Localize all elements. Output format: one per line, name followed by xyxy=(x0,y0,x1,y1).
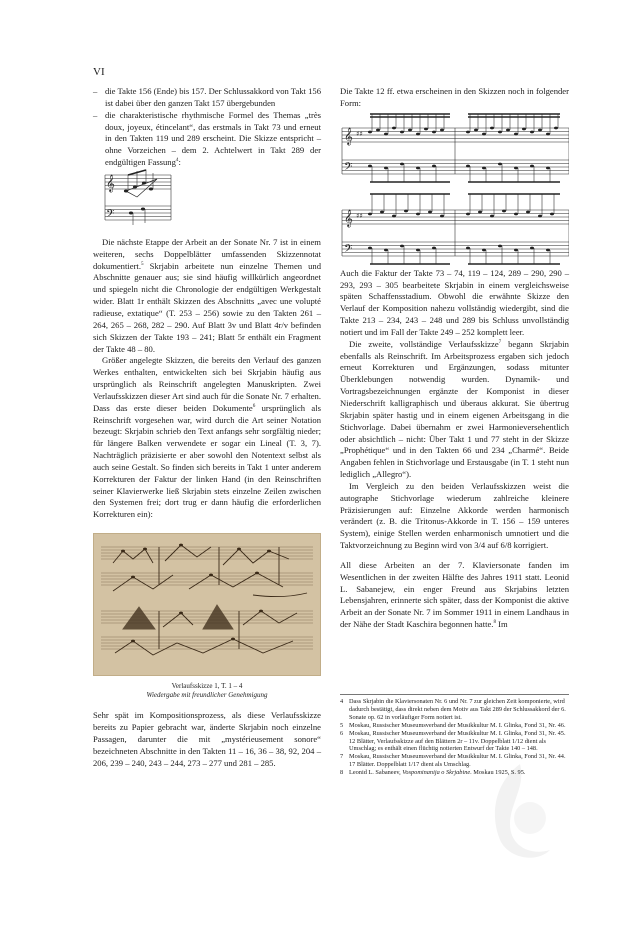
bullet-list xyxy=(93,86,321,169)
bullet-item: – die charakteristische rhythmische Formel des Themas „très doux, joyeux, étincelant“, das erstmals in Takt 73 und erneut in den Takten 119 und 289 erscheint. Die Skizze entspricht – ohne Vorzeichen – dem 2. Achtelwert in Takt 289 der endgültigen Fassung$^4$: xyxy=(93,110,321,169)
paragraph: Sehr spät im Kompositionsprozess, als diese Verlaufsskizze bereits zu Papier gebracht war, änderte Skrjabin noch einzelne Passagen, darunter die mit „mystérieusement sonore“ bezeichneten Abschnitte in den Takten 11 – 16, 36 – 38, 92, 204 – 206, 239 – 240, 243 – 244, 273 – 277 und 281 – 285. xyxy=(93,710,321,768)
svg-text:𝄢: 𝄢 xyxy=(344,160,353,176)
svg-text:𝄢: 𝄢 xyxy=(344,242,353,258)
svg-text:♯♯: ♯♯ xyxy=(356,129,363,138)
page-number: VI xyxy=(93,66,105,78)
footnote: 6 Moskau, Russischer Museumsverband der Musikkultur M. I. Glinka, Fond 31, Nr. 45. 12 Blätter, Verlaufsskizze auf den Blättern 2r – 11v. Doppelblatt 1/12 dient als Umschlag; es enthält einen flüchtig notierten Entwurf der Takte 140 – 148. xyxy=(340,729,566,753)
svg-text:𝄞: 𝄞 xyxy=(106,173,115,192)
paragraph: Die nächste Etappe der Arbeit an der Sonate Nr. 7 ist in einem weiteren, sechs Doppelblätter umfassenden Skizzennotat dokumentiert.$^5$ Skrjabin arbeitete nun einzelne Themen und Abschnitte genauer aus; sie sind häufig willkürlich angeordnet und spiegeln nicht die Chronologie der endgültigen Werkgestalt wider. Blatt 1r enthält Skizzen des Abschnitts „avec une volupté radieuse, extatique“ (T. 253 – 256) sowie zu den Takten 261 – 264, 265 – 268, 282 – 290. Auf Blatt 3v und Blatt 4r/v befinden sich Skizzen der Takte 193 – 241; Blatt 5r enthält ein Fragment der Takte 48 – 80. xyxy=(93,236,321,354)
paragraph: Auch die Faktur der Takte 73 – 74, 119 – 124, 289 – 290, 290 – 293, 293 – 305 bearbeitete Skrjabin in einem vergleichsweise späten Schaffensstadium. Obwohl die erwähnte Skizze den Verlauf der Komposition nahezu vollständig wiedergibt, sind die Takte 213 – 234, 243 – 248 und 289 bis Schluss unvollständig notiert und im Fall der Takte 249 – 252 komplett leer. xyxy=(340,267,569,337)
time-signature: 3/4 xyxy=(474,540,486,551)
figure-caption xyxy=(93,682,321,700)
svg-text:𝄞: 𝄞 xyxy=(344,208,353,227)
footnote: 4 Dass Skrjabin die Klaviersonaten Nr. 6 und Nr. 7 zur gleichen Zeit komponierte, wird dadurch bestätigt, dass direkt neben dem Motiv aus Takt 289 der Schlussakkord der 6. Sonate op. 62 in vorläufiger Form notiert ist. xyxy=(340,698,566,721)
left-column xyxy=(93,86,321,769)
right-column xyxy=(340,86,569,631)
time-signature: 6/8 xyxy=(500,540,512,551)
bullet-item: – die Takte 156 (Ende) bis 157. Der Schlussakkord von Takt 156 ist dabei über den ganzen Takt 157 übergebunden xyxy=(93,86,321,110)
footnote: 5 Moskau, Russischer Museumsverband der Musikkultur M. I. Glinka, Fond 31, Nr. 46. xyxy=(340,721,566,729)
svg-text:♯♯: ♯♯ xyxy=(356,211,363,220)
paragraph: Größer angelegte Skizzen, die bereits den Verlauf des ganzen Werkes enthalten, entwickelten sich bei Skrjabin häufig aus ursprünglich als Reinschrift angelegten Manuskripten. Zwei Verlaufsskizzen dieser Art sind auch für die Sonate Nr. 7 erhalten. Dass das erste dieser beiden Dokumente$^6$ ursprünglich als Reinschrift vorgesehen war, wird durch die Art seiner Notation bezeugt: Skrjabin schrieb den Text anfangs sehr sorgfältig nieder; für längere Balken verwendete er sogar ein Lineal (T. 3, 7). Nachträglich präzisierte er aber sowohl den Notentext selbst als auch seine Gestalt. So finden sich bereits in Takt 1 unter anderem Korrekturen der Faktur der linken Hand (in den Reinschriften seiner Klavierwerke ließ Skrjabin stets einzelne Zeilen zwischen den Systemen frei; dort trug er dann häufig die erforderlichen Korrekturen ein): xyxy=(93,355,321,520)
paragraph: Die Takte 12 ff. etwa erscheinen in den Skizzen noch in folgender Form: xyxy=(340,86,569,108)
paragraph: Die zweite, vollständige Verlaufsskizze$^7$ begann Skrjabin ebenfalls als Reinschrift. Im Arbeitsprozess ergaben sich jedoch erneut Korrekturen und Ergänzungen, sodass mitunter Überklebungen notwendig wurden. Dynamik- und Vortragsbezeichnungen ergänzte der Komponist in dieser Niederschrift kalligraphisch und überaus akkurat. Sie übertrug Skrjabin später hastig und in einem eigenen Arbeitsgang in die Stichvorlage. Dabei übernahm er zwei Harmonieversehentlich oder absichtlich – nicht: Über Takt 1 und 77 steht in der Skizze „Prophétique“ und in den Takten 66 und 234 „Charmé“. Beide Angaben fehlen in Stichvorlage und Erstausgabe (in T. 1 steht nun lediglich „Allegro“). xyxy=(340,338,569,480)
caption-credit: Wiedergabe mit freundlicher Genehmigung xyxy=(146,691,268,700)
svg-text:𝄞: 𝄞 xyxy=(344,126,353,145)
manuscript-facsimile-image xyxy=(93,533,321,676)
footnote: 8 Leonid L. Sabanеev, Vospominanija o Skrjabine. Moskau 1925, S. 95. xyxy=(340,769,526,777)
paragraph: All diese Arbeiten an der 7. Klaviersonate fanden im Wesentlichen in der zweiten Hälfte des Jahres 1911 statt. Leonid L. Sabanejew, ein enger Freund aus Skrjabins letzten Lebensjahren, erinnerte sich später, dass der Komponist die aktive Arbeit an der Sonate Nr. 7 im Sommer 1911 in einem Landhaus in der Nähe der Stadt Kaschira begonnen hatte.$^8$ Im xyxy=(340,559,569,630)
caption-title: Verlaufsskizze 1, T. 1 – 4 xyxy=(171,682,243,691)
svg-text:𝄢: 𝄢 xyxy=(106,207,115,223)
paragraph: Im Vergleich zu den beiden Verlaufsskizzen weist die autographe Stichvorlage wiederum zahlreiche kleinere Präzisierungen auf: Einzelne Akkorde werden harmonisch verändert (z. B. die Tritonus-Akkorde in T. 156 – 159 unteres System), einige Stellen werden enharmonisch umnotiert und die Taktvorzeichnung zu Beginn wird von 3/4 auf 6/8 korrigiert. xyxy=(340,480,569,551)
watermark-logo xyxy=(480,760,560,870)
music-example-takte-12 xyxy=(340,110,569,268)
music-example-motif xyxy=(93,169,321,229)
footnote: 7 Moskau, Russischer Museumsverband der Musikkultur M. I. Glinka, Fond 31, Nr. 44. 17 Blätter. Doppelblatt 1/17 dient als Umschlag. xyxy=(340,753,566,769)
